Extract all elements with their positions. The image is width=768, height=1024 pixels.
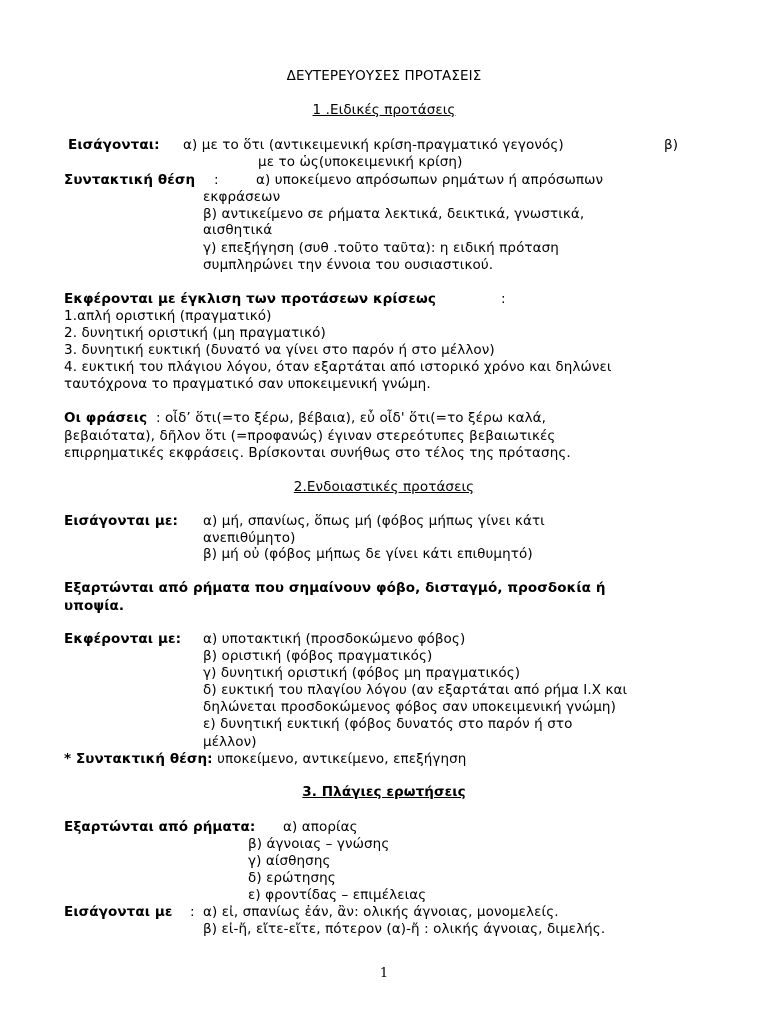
s2-dependency-line-1: Εξαρτώνται από ρήματα που σημαίνουν φόβο, δισταγμό, προσδοκία ή <box>64 580 606 596</box>
s1-intro-a: α) με το ὅτι (αντικειμενική κρίση-πραγματικό γεγονός) <box>183 137 564 153</box>
s1-syntax-a2: εκφράσεων <box>203 189 281 205</box>
s1-syntax-c2: συμπληρώνει την έννοια του ουσιαστικού. <box>203 257 494 273</box>
s1-expr-2: 2. δυνητική οριστική (μη πραγματικό) <box>64 325 326 341</box>
s2-intro-a: α) μή, σπανίως, ὅπως μή (φόβος μήπως γίνει κάτι <box>203 513 545 529</box>
page-number: 1 <box>379 966 389 981</box>
s2-expr-e2: μέλλον) <box>203 734 257 750</box>
s1-expr-4: 4. ευκτική του πλάγιου λόγου, όταν εξαρτάται από ιστορικό χρόνο και δηλώνει <box>64 359 612 375</box>
s1-phrases-2: βεβαιότατα), δῆλον ὅτι (=προφανώς) έγιναν στερεότυπες βεβαιωτικές <box>64 428 556 444</box>
s1-syntax-colon: : <box>214 172 219 188</box>
s2-dependency-line-2: υποψία. <box>64 598 125 614</box>
s3-dep-a: α) απορίας <box>283 819 358 835</box>
s3-dep-b: β) άγνοιας – γνώσης <box>248 836 390 852</box>
s3-dep-d: δ) ερώτησης <box>248 870 336 886</box>
section-3-heading: 3. Πλάγιες ερωτήσεις <box>302 784 466 800</box>
s3-dep-c: γ) αίσθησης <box>248 853 331 869</box>
s1-expr-label: Εκφέρονται με έγκλιση των προτάσεων κρίσεως <box>64 291 436 307</box>
s3-intro-label: Εισάγονται με <box>64 904 173 920</box>
s2-intro-b: β) μή οὐ (φόβος μήπως δε γίνει κάτι επιθυμητό) <box>203 546 533 562</box>
s1-intro-b-marker: β) <box>664 137 679 153</box>
s2-intro-label: Εισάγονται με: <box>64 513 179 529</box>
s1-syntax-c: γ) επεξήγηση (συθ .τοῦτο ταῦτα): η ειδική πρόταση <box>203 240 559 256</box>
s2-expr-a: α) υποτακτική (προσδοκώμενο φόβος) <box>203 631 466 647</box>
s2-expr-b: β) οριστική (φόβος πραγματικός) <box>203 648 433 664</box>
s2-expr-d2: δηλώνεται προσδοκώμενος φόβος σαν υποκειμενική γνώμη) <box>203 699 616 715</box>
s1-syntax-b: β) αντικείμενο σε ρήματα λεκτικά, δεικτικά, γνωστικά, <box>203 206 585 222</box>
s1-phrases-3: επιρρηματικές εκφράσεις. Βρίσκονται συνήθως στο τέλος της πρότασης. <box>64 445 571 461</box>
s3-intro-b: β) εἰ-ἤ, εἴτε-εἴτε, πότερον (α)-ἤ : ολικής άγνοιας, διμελής. <box>203 921 606 937</box>
s2-intro-a2: ανεπιθύμητο) <box>203 530 296 546</box>
s3-dependency-label: Εξαρτώνται από ρήματα: <box>64 819 256 835</box>
s2-syntax-label: * Συντακτική θέση: <box>64 751 213 767</box>
s1-expr-colon: : <box>501 291 506 307</box>
s1-expr-3: 3. δυνητική ευκτική (δυνατό να γίνει στο παρόν ή στο μέλλον) <box>64 342 495 358</box>
s1-expr-1: 1.απλή οριστική (πραγματικό) <box>64 308 272 324</box>
s1-intro-label: Εισάγονται: <box>68 137 160 153</box>
document-title: ΔΕΥΤΕΡΕΥΟΥΣΕΣ ΠΡΟΤΑΣΕΙΣ <box>286 68 482 84</box>
s1-expr-4b: ταυτόχρονα το πραγματικό σαν υποκειμενική γνώμη. <box>64 376 431 392</box>
s2-expr-e: ε) δυνητική ευκτική (φόβος δυνατός στο παρόν ή στο <box>203 716 573 732</box>
s2-syntax-line <box>64 751 466 768</box>
s1-syntax-b2: αισθητικά <box>203 222 273 238</box>
section-2-heading: 2.Ενδοιαστικές προτάσεις <box>293 479 475 495</box>
s1-syntax-a: α) υποκείμενο απρόσωπων ρημάτων ή απρόσωπων <box>256 172 604 188</box>
s1-phrases-label: Οι φράσεις <box>64 410 148 426</box>
s2-syntax-text: υποκείμενο, αντικείμενο, επεξήγηση <box>212 751 467 767</box>
s3-intro-a: α) εἰ, σπανίως ἐάν, ἂν: ολικής άγνοιας, μονομελείς. <box>203 904 559 920</box>
s3-dep-e: ε) φροντίδας – επιμέλειας <box>248 887 427 903</box>
s1-intro-b: με το ὡς(υποκειμενική κρίση) <box>258 154 463 170</box>
s3-intro-colon: : <box>190 904 195 920</box>
s2-expr-d: δ) ευκτική του πλαγίου λόγου (αν εξαρτάται από ρήμα Ι.Χ και <box>203 682 628 698</box>
section-1-heading: 1 .Ειδικές προτάσεις <box>312 102 456 118</box>
s1-phrases-1: : οἶδ’ ὅτι(=το ξέρω, βέβαια), εὖ οἶδ' ὅτι(=το ξέρω καλά, <box>156 410 547 426</box>
s2-expr-c: γ) δυνητική οριστική (φόβος μη πραγματικός) <box>203 665 521 681</box>
s1-syntax-label: Συντακτική θέση <box>64 172 196 188</box>
s2-expr-label: Εκφέρονται με: <box>64 631 182 647</box>
